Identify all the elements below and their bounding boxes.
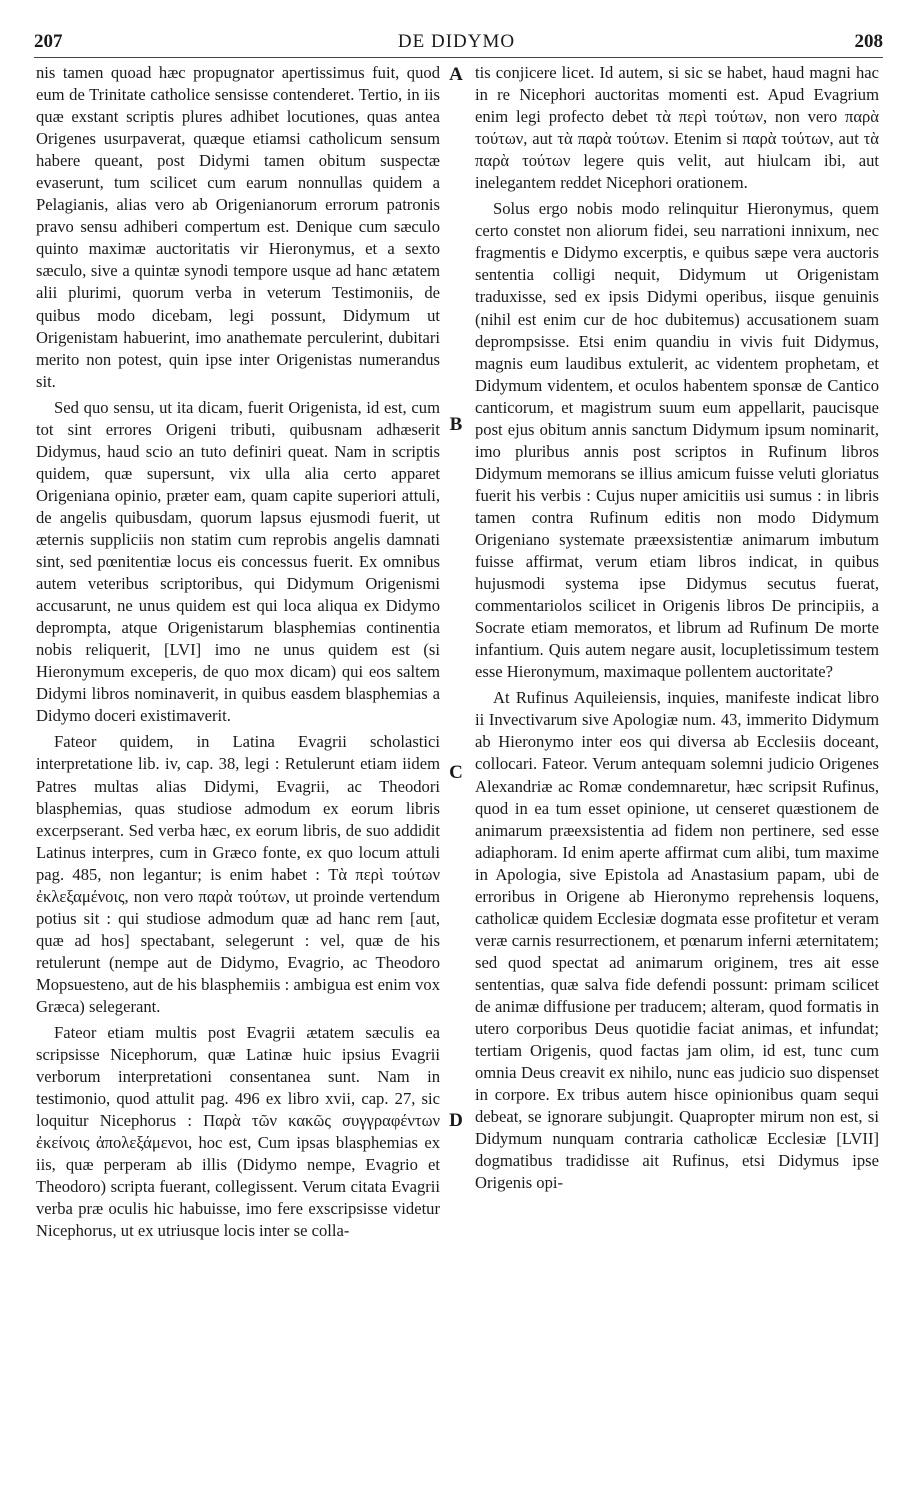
margin-letter-c: C: [449, 762, 463, 783]
left-paragraph-3: Fateor quidem, in Latina Evagrii scholastici interpretatione lib. iv, cap. 38, legi : Retulerunt etiam iidem Patres multas alias Didymi, Evagrii, ac Theodori blasphemias, quas studiose admodum ex eorum libris excerpserant. Sed verba hæc, ex eorum libris, de suo addidit Latinus interpres, cum in Græco fonte, ex quo locum attuli pag. 485, non legantur; is enim habet : Τὰ περὶ τούτων ἐκλεξαμένοις, non vero παρὰ τούτων, ut proinde vertendum potius sit : qui studiose admodum quæ ad hanc rem [aut, quæ ad hos] spectabant, selegerunt : vel, quæ de his retulerunt (nempe aut de Didymo, Evagrio, ac Theodoro Mopsuesteno, aut de his blasphemiis : ambigua est enim vox Græca) selegerant.: [36, 732, 440, 1016]
right-paragraph-1: tis conjicere licet. Id autem, si sic se habet, haud magni hac in re Nicephori auctoritas momenti est. Apud Evagrium enim legi profecto debet τὰ περὶ τούτων, non vero παρὰ τούτων, aut τὰ παρὰ τούτων. Etenim si παρὰ τούτων, aut τὰ παρὰ τούτων legere quis velit, aut hiulcam ibi, aut inelegantem reddet Nicephori orationem.: [475, 63, 879, 193]
left-column: [36, 62, 440, 1242]
margin-letter-b: B: [449, 414, 463, 435]
right-column: [475, 62, 879, 1194]
right-paragraph-2: Solus ergo nobis modo relinquitur Hieronymus, quem certo constet non aliorum fidei, seu narrationi innixum, nec fragmentis e Didymo excerptis, e quibus sæpe vera auctoris sententia colligi nequit, Didymum ut Origenistam traduxisse, sed ex ipsis Didymi operibus, iisque genuinis (nihil est enim cur de hoc dubitemus) accusationem suam deprompsisse. Etsi enim quandiu in vivis fuit Didymus, magnis eum laudibus extulerit, ac videntem prophetam, et Didymum videntem, et oculos habentem sponsæ de Cantico canticorum, et magistrum suum eum appellarit, paucisque post ejus obitum annis sanctum Didymum ipsum nominarit, imo pluribus annis post scriptos in Rufinum libros Didymum memorans se illius amicum fuisse veluti gloriatus fuerit his verbis : Cujus nuper amicitiis usi sumus : in libris tamen contra Rufinum editis non modo Didymum Origeniano systemate præexsistentiæ animarum imbutum fuisse affirmat, verum etiam libros indicat, in quibus hujusmodi systema ipse Didymus secutus fuerat, commentariolos scilicet in Origenis libros De principiis, a Socrate etiam memoratos, et librum ad Rufinum De morte infantium. Quis autem negare ausit, locupletissimum testem esse Hieronymum, maximaque pollentem auctoritate?: [475, 199, 879, 682]
running-title: DE DIDYMO: [397, 31, 516, 52]
right-paragraph-3: At Rufinus Aquileiensis, inquies, manifeste indicat libro ii Invectivarum sive Apologiæ num. 43, immerito Didymum ab Hieronymo inter eos qui diversa ab Ecclesiis doceant, collocari. Fateor. Verum antequam solemni judicio Origenes Alexandriæ ac Romæ condemnaretur, hæc scripsit Rufinus, quod in ea tum esset opinione, ut censeret quæstionem de animarum præexsistentia ad fidem non pertinere, sed esse adiaphoram. Id enim aperte affirmat cum alibi, tum maxime in Apologia, sive Epistola ad Anastasium papam, ubi de erroribus in Origene ab Hieronymo reprehensis loquens, catholicæ quidem Ecclesiæ dogmata esse profitetur et veram veræ carnis resurrectionem, et pœnarum inferni æternitatem; sed quod spectat ad animarum originem, tres ait esse sententias, quæ salva fide defendi possunt: primam scilicet de animæ diffusione per traducem; alteram, quod formatis in utero corporibus Deus quotidie faciat animas, et infundat; tertiam Origenis, quod factas jam olim, id est, tunc cum omnia Deus creavit ex nihilo, nunc eas judicio suo dispenset in corpore. Ex tribus autem hisce opinionibus quam sequi debeat, se ignorare subjungit. Quapropter mirum non est, si Didymum nunquam contraria catholicæ Ecclesiæ [LVII] dogmatibus tradidisse ait Rufinus, etsi Didymus ipse Origenis opi-: [475, 688, 879, 1193]
left-paragraph-4: Fateor etiam multis post Evagrii ætatem sæculis ea scripsisse Nicephorum, quæ Latinæ huic ipsius Evagrii verborum interpretationi consentanea sunt. Nam in testimonio, quod attulit pag. 496 ex libro xvii, cap. 27, sic loquitur Nicephorus : Παρὰ τῶν κακῶς συγγραφέντων ἐκείνοις ἀπολεξάμενοι, hoc est, Cum ipsas blasphemias ex iis, quæ perperam ab illis (Didymo nempe, Evagrio et Theodoro) scripta fuerant, collegissent. Verum citata Evagrii verba præ oculis hic habuisse, imo fere exscripsisse videtur Nicephorus, ut ex utriusque locis inter se colla-: [36, 1023, 440, 1241]
left-page-number: 207: [34, 31, 63, 52]
right-page-number: 208: [854, 31, 883, 52]
header-rule: [34, 57, 883, 58]
left-paragraph-1: nis tamen quoad hæc propugnator apertissimus fuit, quod eum de Trinitate catholice sensisse contenderet. Tertio, in iis quæ exstant scriptis plures adhibet locutiones, quas antea Origenes usurpaverat, quæque etiamsi catholicum sensum habere queant, post Didymi tamen obitum suspectæ evaserunt, tum scilicet cum earum nonnullas quidem a Pelagianis, alias vero ab Origenianorum errorum patronis pravo sensu adhiberi compertum est. Denique cum sæculo quinto maximæ auctoritatis vir Hieronymus, et a sexto sæculo, sive a quintæ synodi tempore usque ad hanc ætatem alii plurimi, quorum verba in veterum Testimoniis, de quibus modo dicebam, legi possunt, Didymum ut Origenistam habuerint, imo anathemate perculerint, dubitari merito non potest, quin ipse inter Origenistas numerandus sit.: [36, 63, 440, 391]
margin-letter-d: D: [449, 1110, 463, 1131]
left-paragraph-2: Sed quo sensu, ut ita dicam, fuerit Origenista, id est, cum tot sint errores Origeni tributi, quibusnam adhæserit Didymus, haud scio an tuto definiri queat. Nam in scriptis quidem, quæ supersunt, vix ulla alia certo apparet Origeniana opinio, præter eam, quam capite superiori attuli, de angelis quibusdam, quorum lapsus ejusmodi fuerit, ut æternis suppliciis non statim cum reprobis angelis damnati sint, sed pœnitentiæ locus eis concessus fuerit. Ex omnibus autem veteribus scriptoribus, qui Didymum Origenismi accusarunt, ne unus quidem est qui loca aliqua ex Didymo deprompta, atque Origenistarum blasphemias continentia nobis reliquerit, [LVI] imo ne unus quidem est (si Hieronymum exceperis, de quo mox dicam) qui eos saltem Didymi libros nominaverit, in quibus easdem blasphemias a Didymo doceri existimaverit.: [36, 397, 440, 726]
margin-letter-a: A: [449, 64, 463, 85]
